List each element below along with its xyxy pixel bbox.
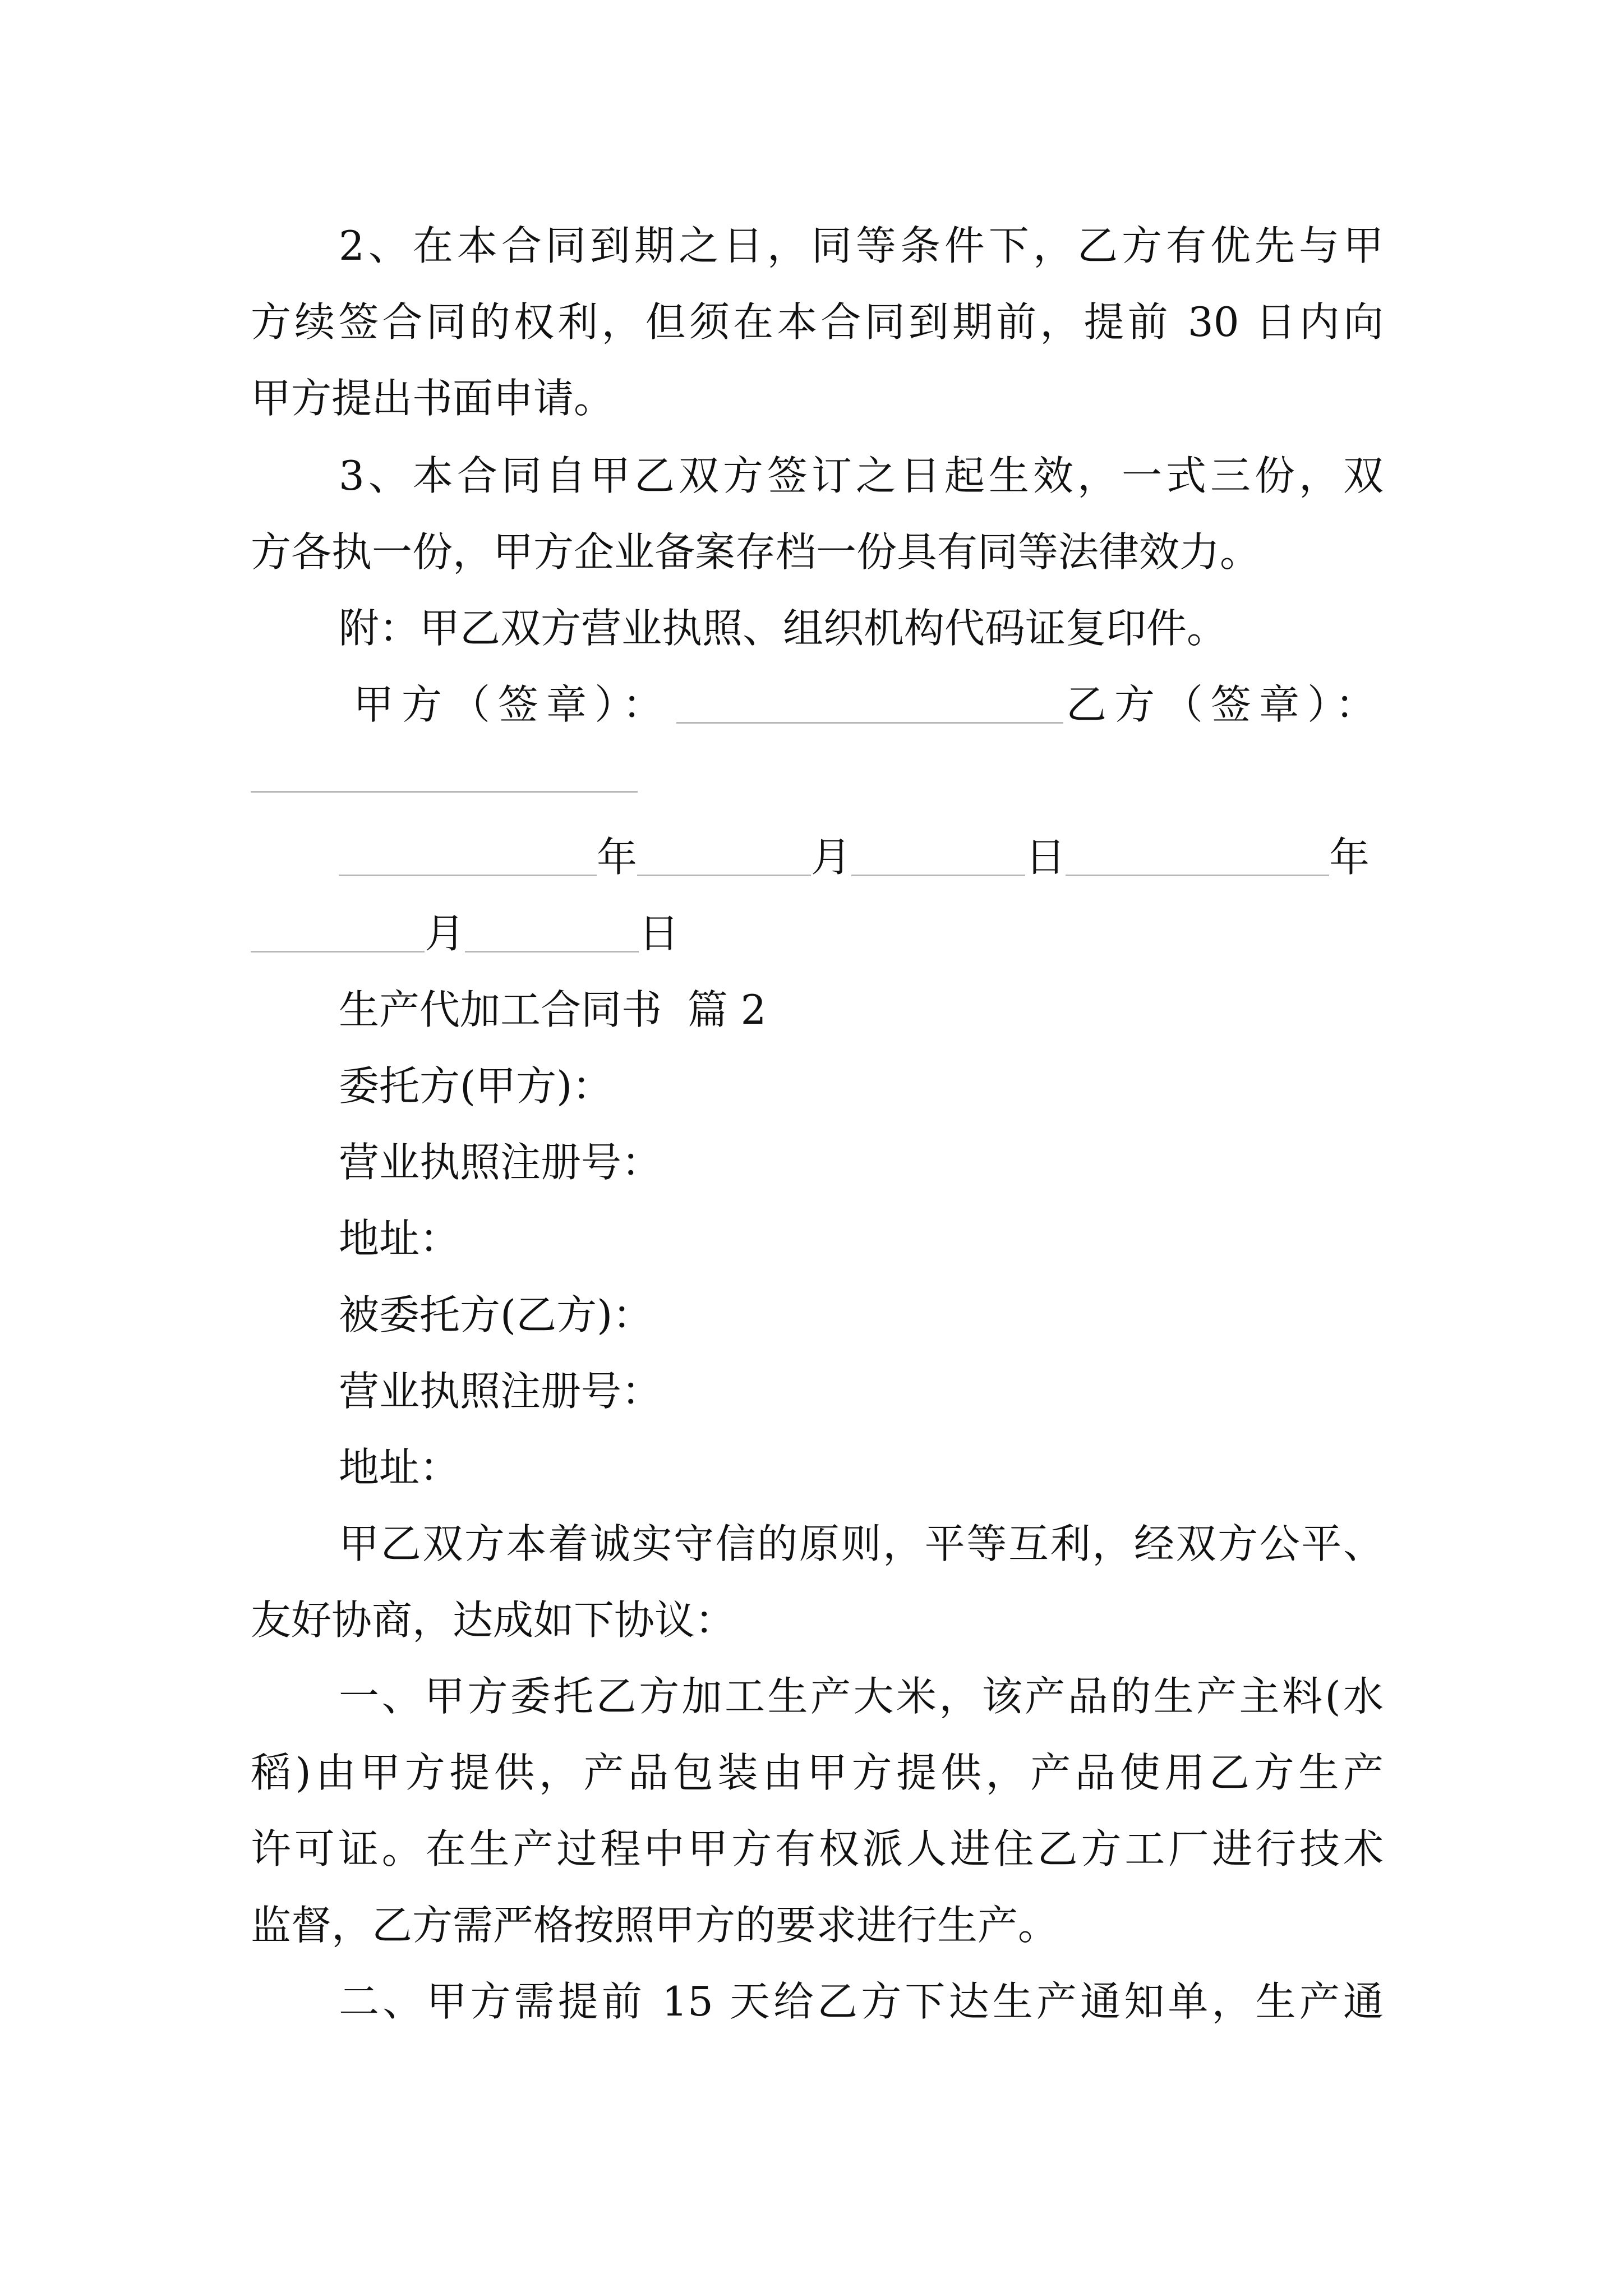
clause-3-line-1: 3、本合同自甲乙双方签订之日起生效，一式三份，双	[339, 452, 1384, 499]
party-a-year-blank	[339, 835, 597, 876]
party-b-year-label: 年	[1329, 834, 1370, 881]
article-1-line-4: 监督，乙方需严格按照甲方的要求进行生产。	[251, 1902, 1059, 1949]
party-b-month-label: 月	[425, 910, 465, 957]
signature-line	[353, 678, 1384, 731]
date-line-2	[251, 907, 1384, 960]
article-1-line-1: 一、甲方委托乙方加工生产大米，该产品的生产主料(水	[339, 1673, 1384, 1720]
party-a-month-blank	[637, 835, 811, 876]
clause-3-line-2: 方各执一份，甲方企业备案存档一份具有同等法律效力。	[251, 528, 1261, 576]
party-b-signature-label: 乙方（签章）：	[1066, 681, 1384, 728]
client-license-label: 营业执照注册号：	[339, 1139, 662, 1186]
contractor-label: 被委托方(乙方)：	[339, 1291, 653, 1338]
party-a-year-label: 年	[597, 834, 638, 881]
article-2-line-1: 二、甲方需提前 15 天给乙方下达生产通知单，生产通	[339, 1978, 1384, 2025]
article-1-line-2: 稻)由甲方提供，产品包装由甲方提供，产品使用乙方生产	[251, 1749, 1384, 1796]
clause-2-line-1: 2、在本合同到期之日，同等条件下，乙方有优先与甲	[339, 222, 1384, 269]
client-address-label: 地址：	[339, 1215, 460, 1262]
attachment-note: 附：甲乙双方营业执照、组织机构代码证复印件。	[339, 605, 1228, 652]
party-a-signature-label: 甲方（签章）：	[353, 681, 671, 728]
party-b-day-blank	[465, 912, 639, 953]
party-b-day-label: 日	[639, 910, 680, 957]
contractor-license-label: 营业执照注册号：	[339, 1368, 662, 1415]
section-2-heading: 生产代加工合同书 篇 2	[339, 986, 767, 1033]
contractor-address-label: 地址：	[339, 1444, 460, 1491]
article-1-line-3: 许可证。在生产过程中甲方有权派人进住乙方工厂进行技术	[251, 1825, 1384, 1872]
party-a-signature-blank	[676, 683, 1063, 724]
party-b-month-blank	[251, 912, 425, 953]
party-a-signature-group	[353, 678, 1063, 731]
party-a-day-blank	[851, 835, 1025, 876]
clause-2-line-3: 甲方提出书面申请。	[251, 375, 615, 422]
party-b-year-blank	[1066, 835, 1329, 876]
date-line-1	[339, 830, 1384, 884]
party-b-signature-blank	[251, 791, 638, 793]
party-a-day-label: 日	[1025, 834, 1066, 881]
party-a-month-label: 月	[811, 834, 852, 881]
agreement-intro-line-1: 甲乙双方本着诚实守信的原则，平等互利，经双方公平、	[339, 1520, 1384, 1567]
agreement-intro-line-2: 友好协商，达成如下协议：	[251, 1596, 736, 1644]
clause-2-line-2: 方续签合同的权利，但须在本合同到期前，提前 30 日内向	[251, 298, 1384, 346]
client-label: 委托方(甲方)：	[339, 1062, 613, 1110]
